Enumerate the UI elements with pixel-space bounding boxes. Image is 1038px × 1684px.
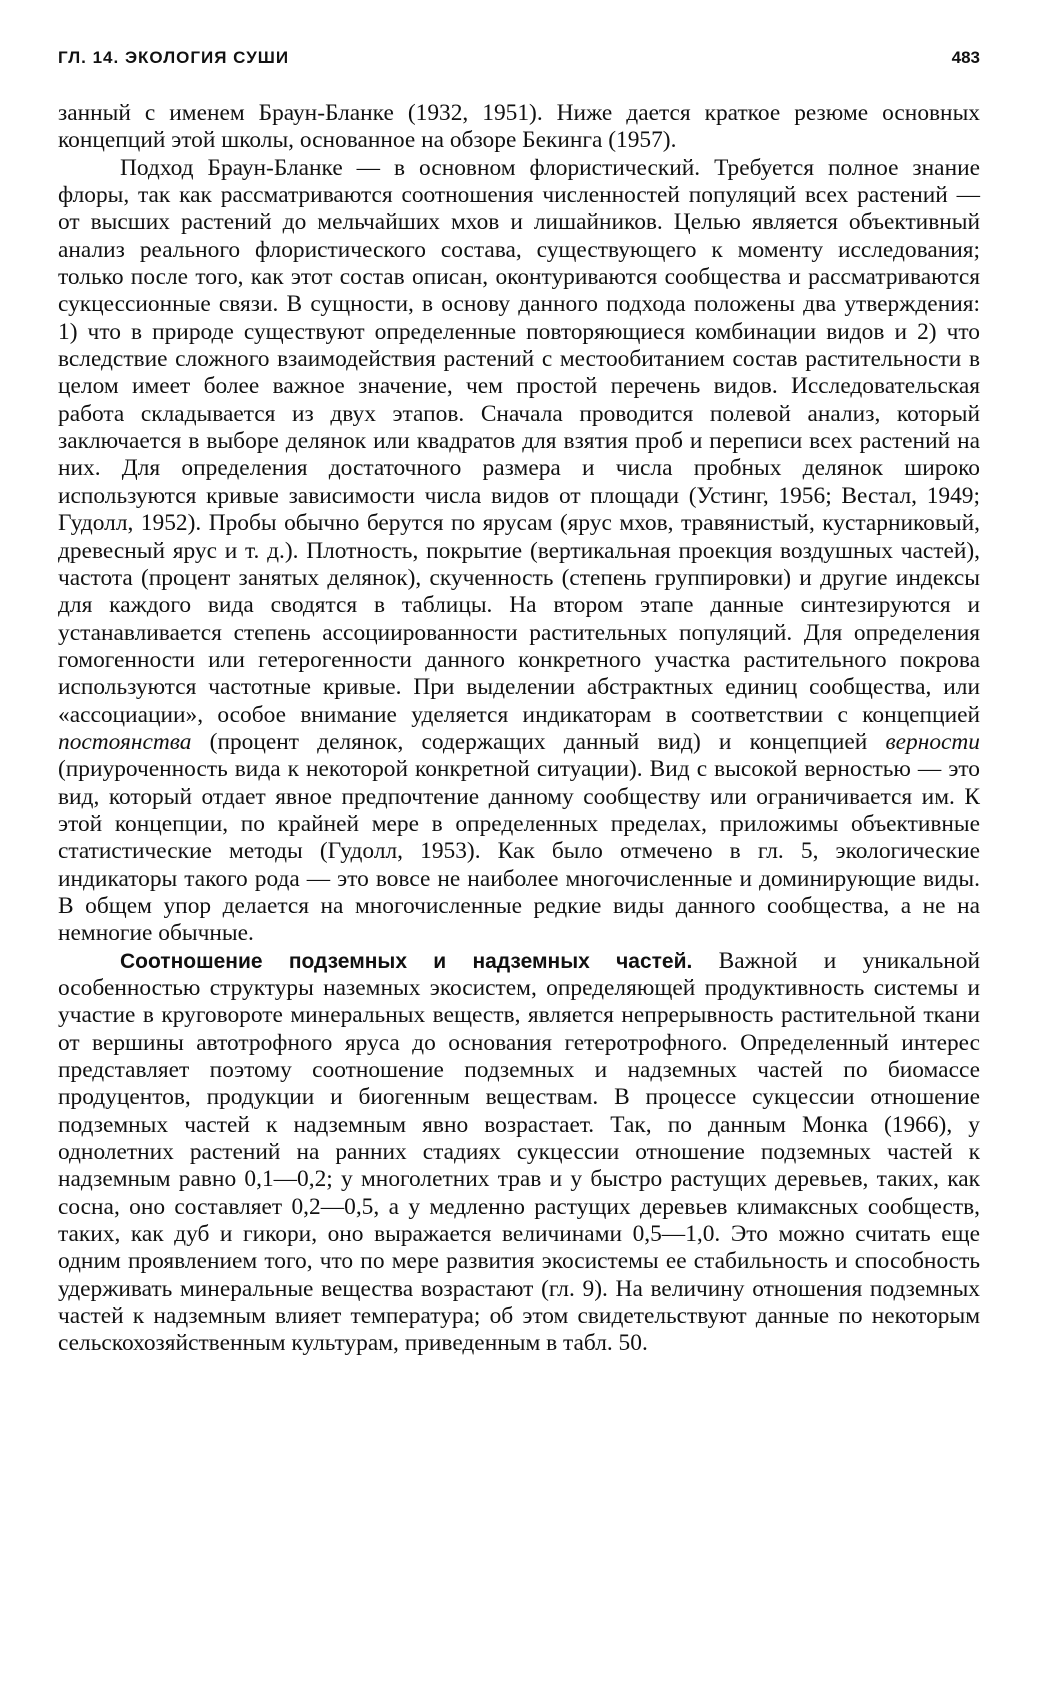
- paragraph-text: Важной и уникальной особенностью структуры наземных экосистем, определяющей продуктивность системы и участие в круговороте минеральных веществ, является непрерывность растительной ткани от вершины автотрофного яруса до основания гетеротрофного. Определенный интерес представляет поэтому соотношение подземных и надземных частей по биомассе продуцентов, продукции и биогенным веществам. В процессе сукцессии отношение подземных частей к надземным явно возрастает. Так, по данным Монка (1966), у однолетних растений на ранних стадиях сукцессии отношение подземных частей к надземным равно 0,1—0,2; у многолетних трав и у быстро растущих деревьев, таких, как сосна, оно составляет 0,2—0,5, а у медленно растущих деревьев климаксных сообществ, таких, как дуб и гикори, оно выражается величинами 0,5—1,0. Это можно считать еще одним проявлением того, что по мере развития экосистемы ее стабильность и способность удерживать минеральные вещества возрастают (гл. 9). На величину отношения подземных частей к надземным влияет температура; об этом свидетельствуют данные по некоторым сельскохозяйственным культурам, приведенным в табл. 50.: [58, 947, 980, 1357]
- paragraph-root-shoot-ratio: [58, 948, 980, 1358]
- paragraph-continuation: занный с именем Браун-Бланке (1932, 1951). Ниже дается краткое резюме основных концепций этой школы, основанное на обзоре Бекинга (1957).: [58, 100, 980, 154]
- paragraph-text: Подход Браун-Бланке — в основном флористический. Требуется полное знание флоры, так как рассматриваются соотношения численностей популяций всех растений — от высших растений до мельчайших мхов и лишайников. Целью является объективный анализ реального флористического состава, существующего к моменту исследования; только после того, как этот состав описан, оконтуриваются сообщества и рассматриваются сукцессионные связи. В сущности, в основу данного подхода положены два утверждения: 1) что в природе существуют определенные повторяющиеся комбинации видов и 2) что вследствие сложного взаимодействия растений с местообитанием состав растительности в целом имеет более важное значение, чем простой перечень видов. Исследовательская работа складывается из двух этапов. Сначала проводится полевой анализ, который заключается в выборе делянок или квадратов для взятия проб и переписи всех растений на них. Для определения достаточного размера и числа пробных делянок широко используются кривые зависимости числа видов от площади (Устинг, 1956; Вестал, 1949; Гудолл, 1952). Пробы обычно берутся по ярусам (ярус мхов, травянистый, кустарниковый, древесный ярус и т. д.). Плотность, покрытие (вертикальная проекция воздушных частей), частота (процент занятых делянок), скученность (степень группировки) и другие индексы для каждого вида сводятся в таблицы. На втором этапе данные синтезируются и устанавливается степень ассоциированности растительных популяций. Для определения гомогенности или гетерогенности данного конкретного участка растительного покрова используются частотные кривые. При выделении абстрактных единиц сообщества, или «ассоциации», особое внимание уделяется индикаторам в соответствии с концепцией: [58, 154, 980, 728]
- running-title: ГЛ. 14. ЭКОЛОГИЯ СУШИ: [58, 48, 290, 67]
- paragraph-braun-blanquet-approach: [58, 155, 980, 948]
- running-head: [58, 48, 980, 78]
- body-text: [58, 100, 980, 1358]
- paragraph-text: (процент делянок, содержащих данный вид) и концепцией: [209, 728, 868, 755]
- term-constancy: постоянства: [58, 728, 192, 755]
- term-fidelity: верности: [885, 728, 980, 755]
- section-heading: Соотношение подземных и надземных частей.: [120, 949, 693, 973]
- page-number: 483: [951, 48, 980, 67]
- paragraph-text: (приуроченность вида к некоторой конкретной ситуации). Вид с высокой верностью — это вид, который отдает явное предпочтение данному сообществу или ограничивается им. К этой концепции, по крайней мере в определенных пределах, приложимы объективные статистические методы (Гудолл, 1953). Как было отмечено в гл. 5, экологические индикаторы такого рода — это вовсе не наиболее многочисленные и доминирующие виды. В общем упор делается на многочисленные редкие виды данного сообщества, а не на немногие обычные.: [58, 756, 980, 947]
